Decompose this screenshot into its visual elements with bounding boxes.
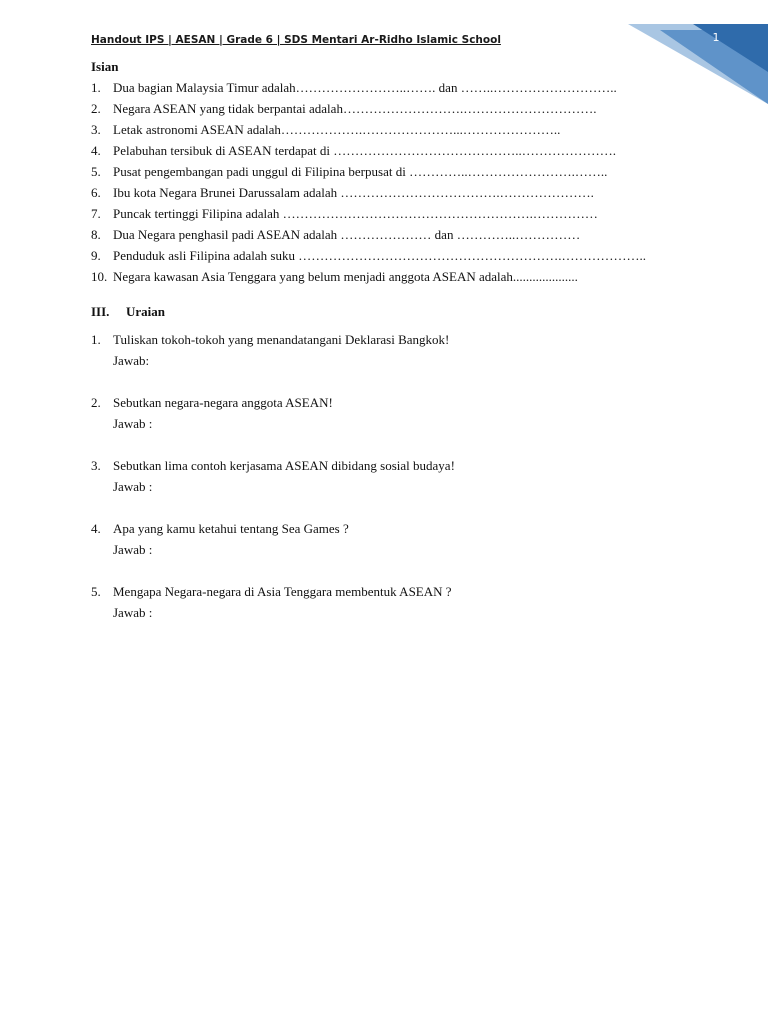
item-text: Negara kawasan Asia Tenggara yang belum menjadi anggota ASEAN adalah.................... bbox=[113, 269, 578, 284]
list-item bbox=[91, 77, 691, 98]
item-text: Penduduk asli Filipina adalah suku …………………………………………………….……………….. bbox=[113, 248, 646, 263]
answer-label: Jawab : bbox=[113, 479, 153, 494]
list-item bbox=[91, 581, 691, 644]
answer-label: Jawab : bbox=[113, 605, 153, 620]
question-text: Sebutkan negara-negara anggota ASEAN! bbox=[113, 395, 333, 410]
answer-label: Jawab : bbox=[113, 542, 153, 557]
item-text: Dua Negara penghasil padi ASEAN adalah ………………… dan …………..…………… bbox=[113, 227, 581, 242]
list-item bbox=[91, 245, 691, 266]
item-text: Dua bagian Malaysia Timur adalah……………………..……. dan ……..……………………….. bbox=[113, 80, 617, 95]
item-number: 9. bbox=[91, 248, 101, 263]
list-item bbox=[91, 161, 691, 182]
list-item bbox=[91, 329, 691, 392]
uraian-heading bbox=[91, 301, 691, 323]
item-number: 1. bbox=[91, 80, 101, 95]
page-header-title: Handout IPS | AESAN | Grade 6 | SDS Mentari Ar-Ridho Islamic School bbox=[91, 34, 501, 46]
list-item bbox=[91, 455, 691, 518]
item-number: 3. bbox=[91, 458, 101, 473]
list-item bbox=[91, 98, 691, 119]
answer-label: Jawab: bbox=[113, 353, 150, 368]
uraian-list bbox=[91, 329, 691, 644]
item-text: Puncak tertinggi Filipina adalah ………………………………………………….…………… bbox=[113, 206, 598, 221]
question-text: Mengapa Negara-negara di Asia Tenggara membentuk ASEAN ? bbox=[113, 584, 452, 599]
isian-list bbox=[91, 77, 691, 287]
uraian-section-number: III. bbox=[91, 304, 110, 319]
item-number: 2. bbox=[91, 101, 101, 116]
item-number: 7. bbox=[91, 206, 101, 221]
item-number: 3. bbox=[91, 122, 101, 137]
list-item bbox=[91, 224, 691, 245]
list-item bbox=[91, 182, 691, 203]
list-item bbox=[91, 203, 691, 224]
worksheet-body bbox=[91, 56, 691, 644]
question-text: Tuliskan tokoh-tokoh yang menandatangani Deklarasi Bangkok! bbox=[113, 332, 450, 347]
item-text: Pusat pengembangan padi unggul di Filipina berpusat di …………..…………………….…….. bbox=[113, 164, 608, 179]
answer-label: Jawab : bbox=[113, 416, 153, 431]
isian-heading: Isian bbox=[91, 59, 119, 74]
list-item bbox=[91, 518, 691, 581]
list-item bbox=[91, 140, 691, 161]
item-number: 5. bbox=[91, 584, 101, 599]
item-number: 10. bbox=[91, 269, 108, 284]
question-text: Sebutkan lima contoh kerjasama ASEAN dibidang sosial budaya! bbox=[113, 458, 455, 473]
item-text: Negara ASEAN yang tidak berpantai adalah……………………….…………………………. bbox=[113, 101, 597, 116]
item-number: 2. bbox=[91, 395, 101, 410]
item-text: Pelabuhan tersibuk di ASEAN terdapat di ……………………………………..…………………. bbox=[113, 143, 616, 158]
item-number: 4. bbox=[91, 143, 101, 158]
list-item bbox=[91, 119, 691, 140]
item-number: 8. bbox=[91, 227, 101, 242]
item-number: 4. bbox=[91, 521, 101, 536]
list-item bbox=[91, 392, 691, 455]
page-header bbox=[91, 34, 651, 46]
item-number: 5. bbox=[91, 164, 101, 179]
page-number: 1 bbox=[712, 31, 720, 44]
item-number: 6. bbox=[91, 185, 101, 200]
item-text: Letak astronomi ASEAN adalah……………….…………………...………………….. bbox=[113, 122, 561, 137]
item-number: 1. bbox=[91, 332, 101, 347]
uraian-section-title: Uraian bbox=[126, 304, 165, 319]
list-item bbox=[91, 266, 691, 287]
question-text: Apa yang kamu ketahui tentang Sea Games ? bbox=[113, 521, 349, 536]
item-text: Ibu kota Negara Brunei Darussalam adalah ……………………………….…………………. bbox=[113, 185, 594, 200]
